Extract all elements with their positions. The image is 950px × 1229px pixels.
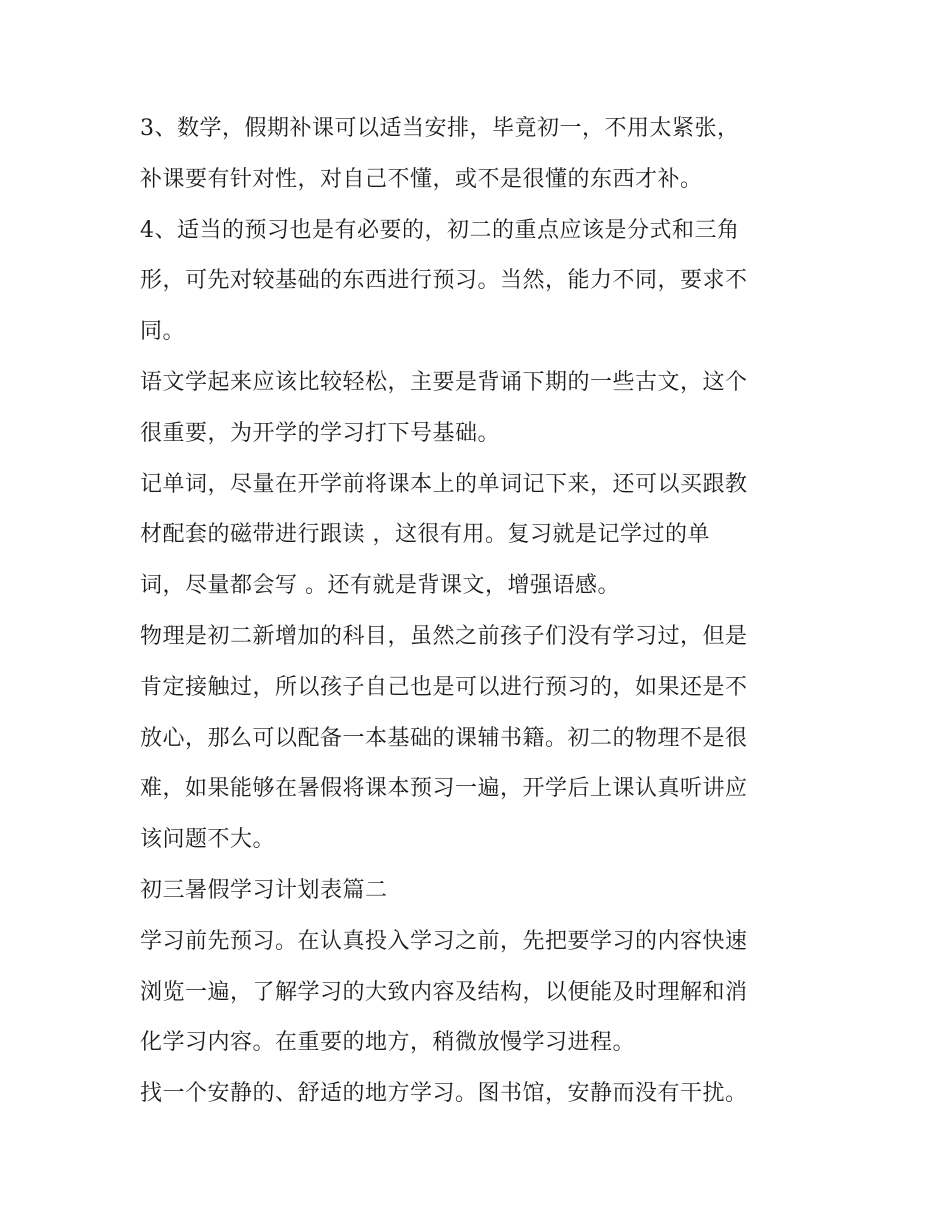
paragraph-preview <box>140 206 820 358</box>
text-line: 语文学起来应该比较轻松，主要是背诵下期的一些古文，这个 <box>140 369 748 395</box>
section-heading <box>140 866 820 917</box>
paragraph-math <box>140 104 820 206</box>
text-line: 补课要有针对性，对自己不懂，或不是很懂的东西才补。 <box>140 166 703 192</box>
paragraph-english <box>140 460 820 612</box>
text-line: 学习前先预习。在认真投入学习之前，先把要学习的内容快速 <box>140 928 748 954</box>
paragraph-physics <box>140 612 820 866</box>
text-line: 该问题不大。 <box>140 827 276 853</box>
text-line: 记单词，尽量在开学前将课本上的单词记下来，还可以买跟教 <box>140 471 748 497</box>
text-line: 材配套的磁带进行跟读 ，这很有用。复习就是记学过的单 <box>140 522 710 548</box>
heading-line: 初三暑假学习计划表篇二 <box>140 877 388 903</box>
text-line: 词，尽量都会写 。还有就是背课文，增强语感。 <box>140 573 620 599</box>
text-line: 化学习内容。在重要的地方，稍微放慢学习进程。 <box>140 1030 636 1056</box>
text-line: 放心，那么可以配备一本基础的课辅书籍。初二的物理不是很 <box>140 725 748 751</box>
text-line: 形，可先对较基础的东西进行预习。当然，能力不同，要求不 <box>140 268 748 294</box>
document-body <box>140 104 820 1120</box>
text-line: 浏览一遍，了解学习的大致内容及结构，以便能及时理解和消 <box>140 979 748 1005</box>
text-line: 3、数学，假期补课可以适当安排，毕竟初一，不用太紧张， <box>140 116 740 141</box>
paragraph-preview-study <box>140 917 820 1069</box>
text-line: 4、适当的预习也是有必要的，初二的重点应该是分式和三角 <box>140 217 740 243</box>
text-line: 找一个安静的、舒适的地方学习。图书馆，安静而没有干扰。 <box>140 1081 748 1107</box>
text-line: 同。 <box>140 319 186 345</box>
text-line: 物理是初二新增加的科目，虽然之前孩子们没有学习过，但是 <box>140 623 748 649</box>
text-line: 难，如果能够在暑假将课本预习一遍，开学后上课认真听讲应 <box>140 776 748 802</box>
paragraph-quiet-place <box>140 1069 820 1120</box>
text-line: 肯定接触过，所以孩子自己也是可以进行预习的，如果还是不 <box>140 674 748 700</box>
text-line: 很重要，为开学的学习打下号基础。 <box>140 420 501 446</box>
paragraph-chinese <box>140 358 820 460</box>
